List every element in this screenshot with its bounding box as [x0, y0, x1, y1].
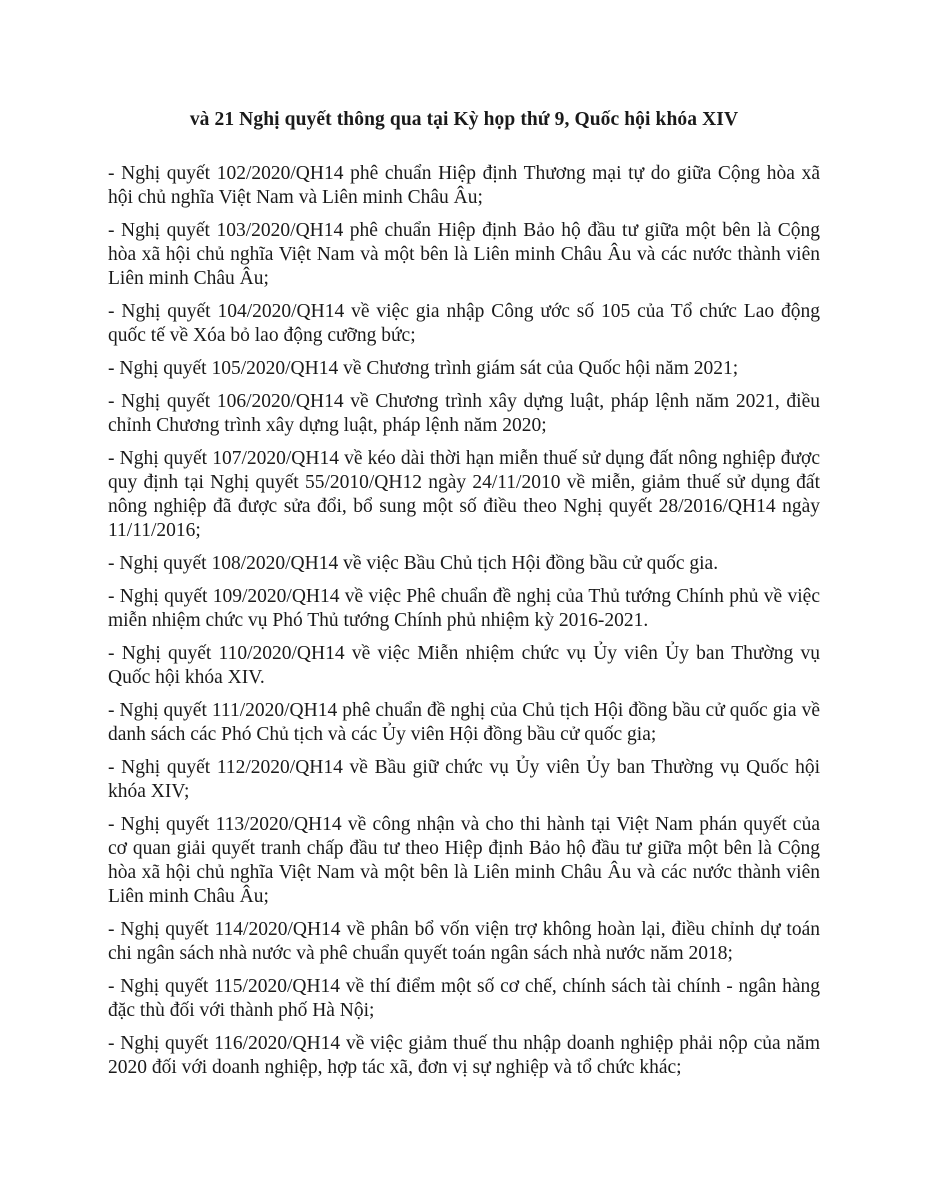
resolution-item: - Nghị quyết 110/2020/QH14 về việc Miễn nhiệm chức vụ Ủy viên Ủy ban Thường vụ Quốc hội khóa XIV.: [108, 643, 820, 688]
resolution-item: - Nghị quyết 116/2020/QH14 về việc giảm thuế thu nhập doanh nghiệp phải nộp của năm 2020 đối với doanh nghiệp, hợp tác xã, đơn vị sự nghiệp và tổ chức khác;: [108, 1033, 820, 1078]
document-page: [108, 108, 820, 1089]
resolution-item: - Nghị quyết 108/2020/QH14 về việc Bầu Chủ tịch Hội đồng bầu cử quốc gia.: [108, 553, 719, 574]
resolution-item: - Nghị quyết 114/2020/QH14 về phân bổ vốn viện trợ không hoàn lại, điều chỉnh dự toán chi ngân sách nhà nước và phê chuẩn quyết toán ngân sách nhà nước năm 2018;: [108, 919, 820, 964]
resolution-item: - Nghị quyết 107/2020/QH14 về kéo dài thời hạn miễn thuế sử dụng đất nông nghiệp được quy định tại Nghị quyết 55/2010/QH12 ngày 24/11/2010 về miễn, giảm thuế sử dụng đất nông nghiệp đã được sửa đổi, bổ sung một số điều theo Nghị quyết 28/2016/QH14 ngày 11/11/2016;: [108, 448, 820, 541]
resolution-item: - Nghị quyết 115/2020/QH14 về thí điểm một số cơ chế, chính sách tài chính - ngân hàng đặc thù đối với thành phố Hà Nội;: [108, 976, 820, 1021]
document-title: và 21 Nghị quyết thông qua tại Kỳ họp thứ 9, Quốc hội khóa XIV: [189, 109, 739, 130]
resolution-item: - Nghị quyết 103/2020/QH14 phê chuẩn Hiệp định Bảo hộ đầu tư giữa một bên là Cộng hòa xã hội chủ nghĩa Việt Nam và một bên là Liên minh Châu Âu và các nước thành viên Liên minh Châu Âu;: [108, 220, 820, 289]
resolution-item: - Nghị quyết 102/2020/QH14 phê chuẩn Hiệp định Thương mại tự do giữa Cộng hòa xã hội chủ nghĩa Việt Nam và Liên minh Châu Âu;: [108, 163, 820, 208]
resolution-item: - Nghị quyết 105/2020/QH14 về Chương trình giám sát của Quốc hội năm 2021;: [108, 358, 739, 379]
resolution-item: - Nghị quyết 111/2020/QH14 phê chuẩn đề nghị của Chủ tịch Hội đồng bầu cử quốc gia về danh sách các Phó Chủ tịch và các Ủy viên Hội đồng bầu cử quốc gia;: [108, 700, 820, 745]
resolution-item: - Nghị quyết 113/2020/QH14 về công nhận và cho thi hành tại Việt Nam phán quyết của cơ quan giải quyết tranh chấp đầu tư theo Hiệp định Bảo hộ đầu tư giữa một bên là Cộng hòa xã hội chủ nghĩa Việt Nam và một bên là Liên minh Châu Âu và các nước thành viên Liên minh Châu Âu;: [108, 814, 820, 907]
resolution-item: - Nghị quyết 104/2020/QH14 về việc gia nhập Công ước số 105 của Tổ chức Lao động quốc tế về Xóa bỏ lao động cưỡng bức;: [108, 301, 820, 346]
resolution-item: - Nghị quyết 109/2020/QH14 về việc Phê chuẩn đề nghị của Thủ tướng Chính phủ về việc miễn nhiệm chức vụ Phó Thủ tướng Chính phủ nhiệm kỳ 2016-2021.: [108, 586, 820, 631]
resolution-item: - Nghị quyết 106/2020/QH14 về Chương trình xây dựng luật, pháp lệnh năm 2021, điều chỉnh Chương trình xây dựng luật, pháp lệnh năm 2020;: [108, 391, 820, 436]
resolution-list: [108, 162, 820, 1080]
resolution-item: - Nghị quyết 112/2020/QH14 về Bầu giữ chức vụ Ủy viên Ủy ban Thường vụ Quốc hội khóa XIV;: [108, 757, 820, 802]
